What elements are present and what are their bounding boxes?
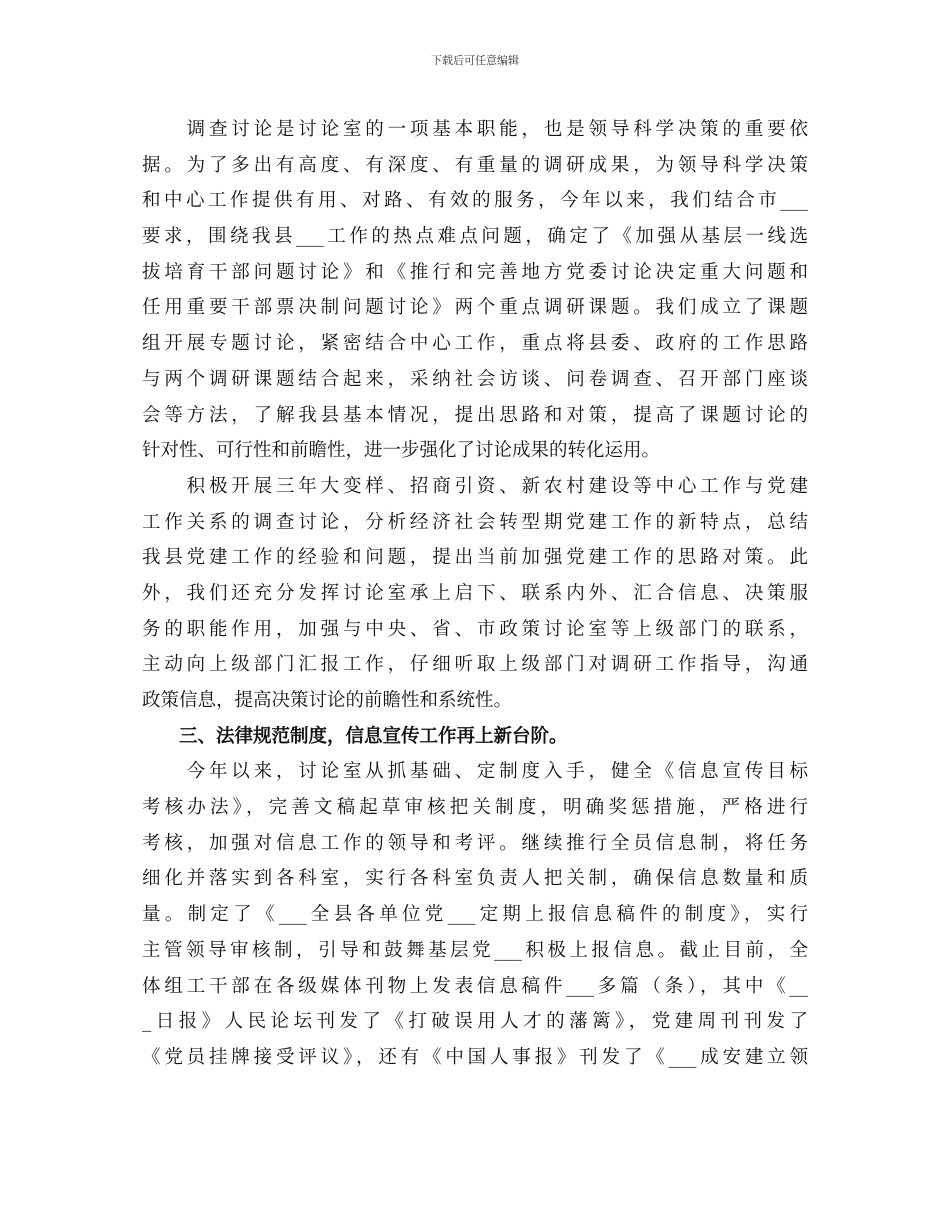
text-line: _日报》人民论坛刊发了《打破误用人才的藩篱》，党建周刊刊发了: [142, 1011, 808, 1033]
section-heading: 三、法律规范制度，信息宣传工作再上新台阶。: [142, 725, 568, 747]
text-line: 政策信息，提高决策讨论的前瞻性和系统性。: [142, 690, 513, 711]
text-line: 据。为了多出有高度、有深度、有重量的调研成果，为领导科学决策: [142, 154, 808, 176]
page-header: 下载后可任意编辑: [431, 54, 519, 67]
text-line: 和中心工作提供有用、对路、有效的服务，今年以来，我们结合市___: [142, 190, 808, 212]
text-line: 组开展专题讨论，紧密结合中心工作，重点将县委、政府的工作思路: [142, 333, 808, 355]
text-line: 针对性、可行性和前瞻性，进一步强化了讨论成果的转化运用。: [142, 440, 661, 462]
text-line: 体组工干部在各级媒体刊物上发表信息稿件___多篇（条），其中《__: [142, 975, 808, 997]
text-line: 细化并落实到各科室，实行各科室负责人把关制，确保信息数量和质: [142, 868, 808, 890]
text-line: 与两个调研课题结合起来，采纳社会访谈、问卷调查、召开部门座谈: [142, 368, 808, 390]
text-line: 《党员挂牌接受评议》，还有《中国人事报》刊发了《___成安建立领: [142, 1046, 808, 1068]
text-line: 拔培育干部问题讨论》和《推行和完善地方党委讨论决定重大问题和: [142, 261, 808, 283]
text-line: 主动向上级部门汇报工作，仔细听取上级部门对调研工作指导，沟通: [142, 654, 808, 676]
text-line: 要求，围绕我县___工作的热点难点问题，确定了《加强从基层一线选: [142, 226, 808, 248]
text-line: 务的职能作用，加强与中央、省、市政策讨论室等上级部门的联系，: [142, 618, 808, 640]
text-line: 会等方法，了解我县基本情况，提出思路和对策，提高了课题讨论的: [142, 404, 808, 426]
text-line: 我县党建工作的经验和问题，提出当前加强党建工作的思路对策。此: [142, 547, 808, 569]
text-line: 主管领导审核制，引导和鼓舞基层党___积极上报信息。截止目前，全: [142, 939, 808, 961]
text-line: 考核办法》，完善文稿起草审核把关制度，明确奖惩措施，严格进行: [142, 797, 808, 819]
text-line: 量。制定了《___全县各单位党___定期上报信息稿件的制度》，实行: [142, 904, 808, 926]
text-line: 工作关系的调查讨论，分析经济社会转型期党建工作的新特点，总结: [142, 511, 808, 533]
text-line: 今年以来，讨论室从抓基础、定制度入手，健全《信息宣传目标: [142, 761, 808, 783]
text-line: 积极开展三年大变样、招商引资、新农村建设等中心工作与党建: [142, 475, 808, 497]
text-line: 调查讨论是讨论室的一项基本职能，也是领导科学决策的重要依: [142, 119, 808, 140]
text-line: 考核，加强对信息工作的领导和考评。继续推行全员信息制，将任务: [142, 832, 808, 854]
text-line: 任用重要干部票决制问题讨论》两个重点调研课题。我们成立了课题: [142, 297, 808, 319]
text-line: 外，我们还充分发挥讨论室承上启下、联系内外、汇合信息、决策服: [142, 582, 808, 604]
document-body: [142, 112, 808, 1076]
